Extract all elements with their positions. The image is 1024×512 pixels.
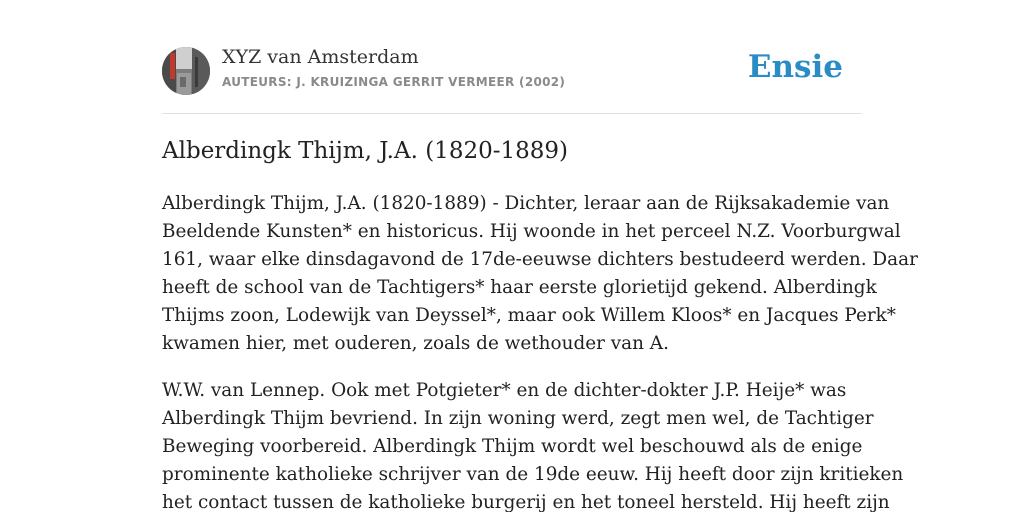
text-line: Beweging voorbereid. Alberdingk Thijm wordt wel beschouwd als de enige xyxy=(162,436,863,457)
text-line: Beeldende Kunsten* en historicus. Hij woonde in het perceel N.Z. Voorburgwal xyxy=(162,221,901,242)
source-avatar[interactable] xyxy=(162,47,210,95)
ensie-logo[interactable]: Ensie xyxy=(747,49,843,85)
text-line: kwamen hier, met ouderen, zoals de wethouder van A. xyxy=(162,333,669,354)
text-line: 161, waar elke dinsdagavond de 17de-eeuwse dichters bestudeerd werden. Daar xyxy=(162,249,918,270)
article-paragraph-1 xyxy=(162,190,918,358)
text-line: heeft de school van de Tachtigers* haar eerste glorietijd gekend. Alberdingk xyxy=(162,277,877,298)
street-photo-icon xyxy=(162,47,210,95)
article-body xyxy=(162,190,918,512)
source-title[interactable]: XYZ van Amsterdam xyxy=(222,46,419,68)
text-line: W.W. van Lennep. Ook met Potgieter* en de dichter-dokter J.P. Heije* was xyxy=(162,380,847,401)
source-authors: AUTEURS: J. KRUIZINGA GERRIT VERMEER (2002) xyxy=(222,75,566,89)
text-line: het contact tussen de katholieke burgerij en het toneel hersteld. Hij heeft zijn xyxy=(162,492,890,512)
text-line: Thijms zoon, Lodewijk van Deyssel*, maar ook Willem Kloos* en Jacques Perk* xyxy=(162,305,896,326)
text-line: Alberdingk Thijm bevriend. In zijn woning werd, zegt men wel, de Tachtiger xyxy=(162,408,874,429)
source-header xyxy=(162,46,862,96)
header-divider xyxy=(162,113,862,114)
article-title: Alberdingk Thijm, J.A. (1820-1889) xyxy=(162,138,568,164)
text-line: prominente katholieke schrijver van de 19de eeuw. Hij heeft door zijn kritieken xyxy=(162,464,904,485)
text-line: Alberdingk Thijm, J.A. (1820-1889) - Dichter, leraar aan de Rijksakademie van xyxy=(162,193,890,214)
article-paragraph-2 xyxy=(162,377,904,512)
